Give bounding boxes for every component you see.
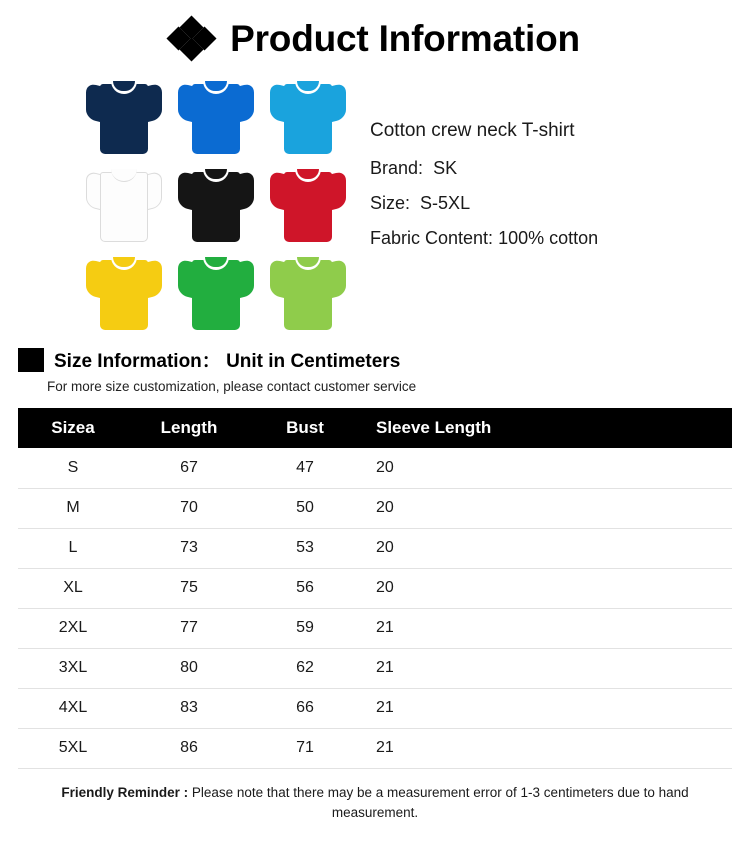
header-sleeve-length: Sleeve Length xyxy=(360,408,732,448)
table-row xyxy=(18,448,732,488)
black-square-icon xyxy=(18,348,44,372)
size-table-wrapper xyxy=(0,394,750,769)
size-table-head xyxy=(18,408,732,448)
header-bust: Bust xyxy=(250,408,360,448)
cell-size: 2XL xyxy=(18,608,128,648)
shirt-swatch-light-green[interactable] xyxy=(264,252,352,340)
spec-size xyxy=(370,193,750,214)
cell-bust: 66 xyxy=(250,688,360,728)
cell-bust: 47 xyxy=(250,448,360,488)
cell-length: 67 xyxy=(128,448,250,488)
cell-sleeve: 20 xyxy=(360,488,732,528)
shirt-swatch-white[interactable] xyxy=(80,164,168,252)
shirt-swatch-royal-blue[interactable] xyxy=(172,76,260,164)
cell-length: 73 xyxy=(128,528,250,568)
spec-brand-label: Brand: xyxy=(370,158,424,178)
shirt-swatch-sky-blue[interactable] xyxy=(264,76,352,164)
table-row xyxy=(18,528,732,568)
table-row xyxy=(18,488,732,528)
shirt-swatch-black[interactable] xyxy=(172,164,260,252)
cell-size: 3XL xyxy=(18,648,128,688)
cell-size: 4XL xyxy=(18,688,128,728)
cell-size: S xyxy=(18,448,128,488)
size-information-title: Size Information： Unit in Centimeters xyxy=(54,351,401,372)
cell-bust: 53 xyxy=(250,528,360,568)
cell-length: 75 xyxy=(128,568,250,608)
spec-fabric-label: Fabric Content: xyxy=(370,228,494,248)
table-row xyxy=(18,608,732,648)
size-information-subtitle: For more size customization, please contact customer service xyxy=(47,379,417,394)
cell-length: 80 xyxy=(128,648,250,688)
cell-sleeve: 20 xyxy=(360,568,732,608)
table-row xyxy=(18,648,732,688)
shirt-swatch-green[interactable] xyxy=(172,252,260,340)
size-table-body xyxy=(18,448,732,768)
spec-brand xyxy=(370,158,750,179)
shirt-swatch-navy[interactable] xyxy=(80,76,168,164)
shirt-swatch-red[interactable] xyxy=(264,164,352,252)
cell-bust: 56 xyxy=(250,568,360,608)
cell-bust: 62 xyxy=(250,648,360,688)
spec-size-value: S-5XL xyxy=(420,193,471,213)
cell-sleeve: 21 xyxy=(360,648,732,688)
cell-size: M xyxy=(18,488,128,528)
cell-length: 86 xyxy=(128,728,250,768)
spec-size-label: Size: xyxy=(370,193,411,213)
size-table xyxy=(18,408,732,769)
four-diamonds-icon xyxy=(170,18,216,58)
cell-sleeve: 21 xyxy=(360,688,732,728)
header-sizea: Sizea xyxy=(18,408,128,448)
cell-length: 77 xyxy=(128,608,250,648)
cell-size: 5XL xyxy=(18,728,128,768)
cell-length: 83 xyxy=(128,688,250,728)
cell-bust: 59 xyxy=(250,608,360,648)
cell-bust: 50 xyxy=(250,488,360,528)
friendly-reminder-label: Friendly Reminder : xyxy=(61,784,189,800)
cell-size: XL xyxy=(18,568,128,608)
color-swatch-grid xyxy=(0,68,352,332)
product-overview xyxy=(0,62,750,332)
spec-fabric-value: 100% cotton xyxy=(498,228,599,248)
table-header-row xyxy=(18,408,732,448)
cell-sleeve: 20 xyxy=(360,448,732,488)
cell-size: L xyxy=(18,528,128,568)
cell-bust: 71 xyxy=(250,728,360,768)
cell-sleeve: 21 xyxy=(360,608,732,648)
page-title: Product Information xyxy=(230,17,580,59)
cell-sleeve: 21 xyxy=(360,728,732,768)
header-length: Length xyxy=(128,408,250,448)
friendly-reminder-text: Please note that there may be a measurement error of 1-3 centimeters due to hand measurement. xyxy=(188,784,689,820)
spec-fabric xyxy=(370,228,750,249)
friendly-reminder xyxy=(0,769,750,824)
shirt-swatch-yellow[interactable] xyxy=(80,252,168,340)
cell-sleeve: 20 xyxy=(360,528,732,568)
table-row xyxy=(18,568,732,608)
product-specs xyxy=(352,68,750,332)
table-row xyxy=(18,688,732,728)
page-header xyxy=(0,0,750,62)
spec-brand-value: SK xyxy=(433,158,458,178)
cell-length: 70 xyxy=(128,488,250,528)
table-row xyxy=(18,728,732,768)
product-name: Cotton crew neck T-shirt xyxy=(370,120,575,141)
